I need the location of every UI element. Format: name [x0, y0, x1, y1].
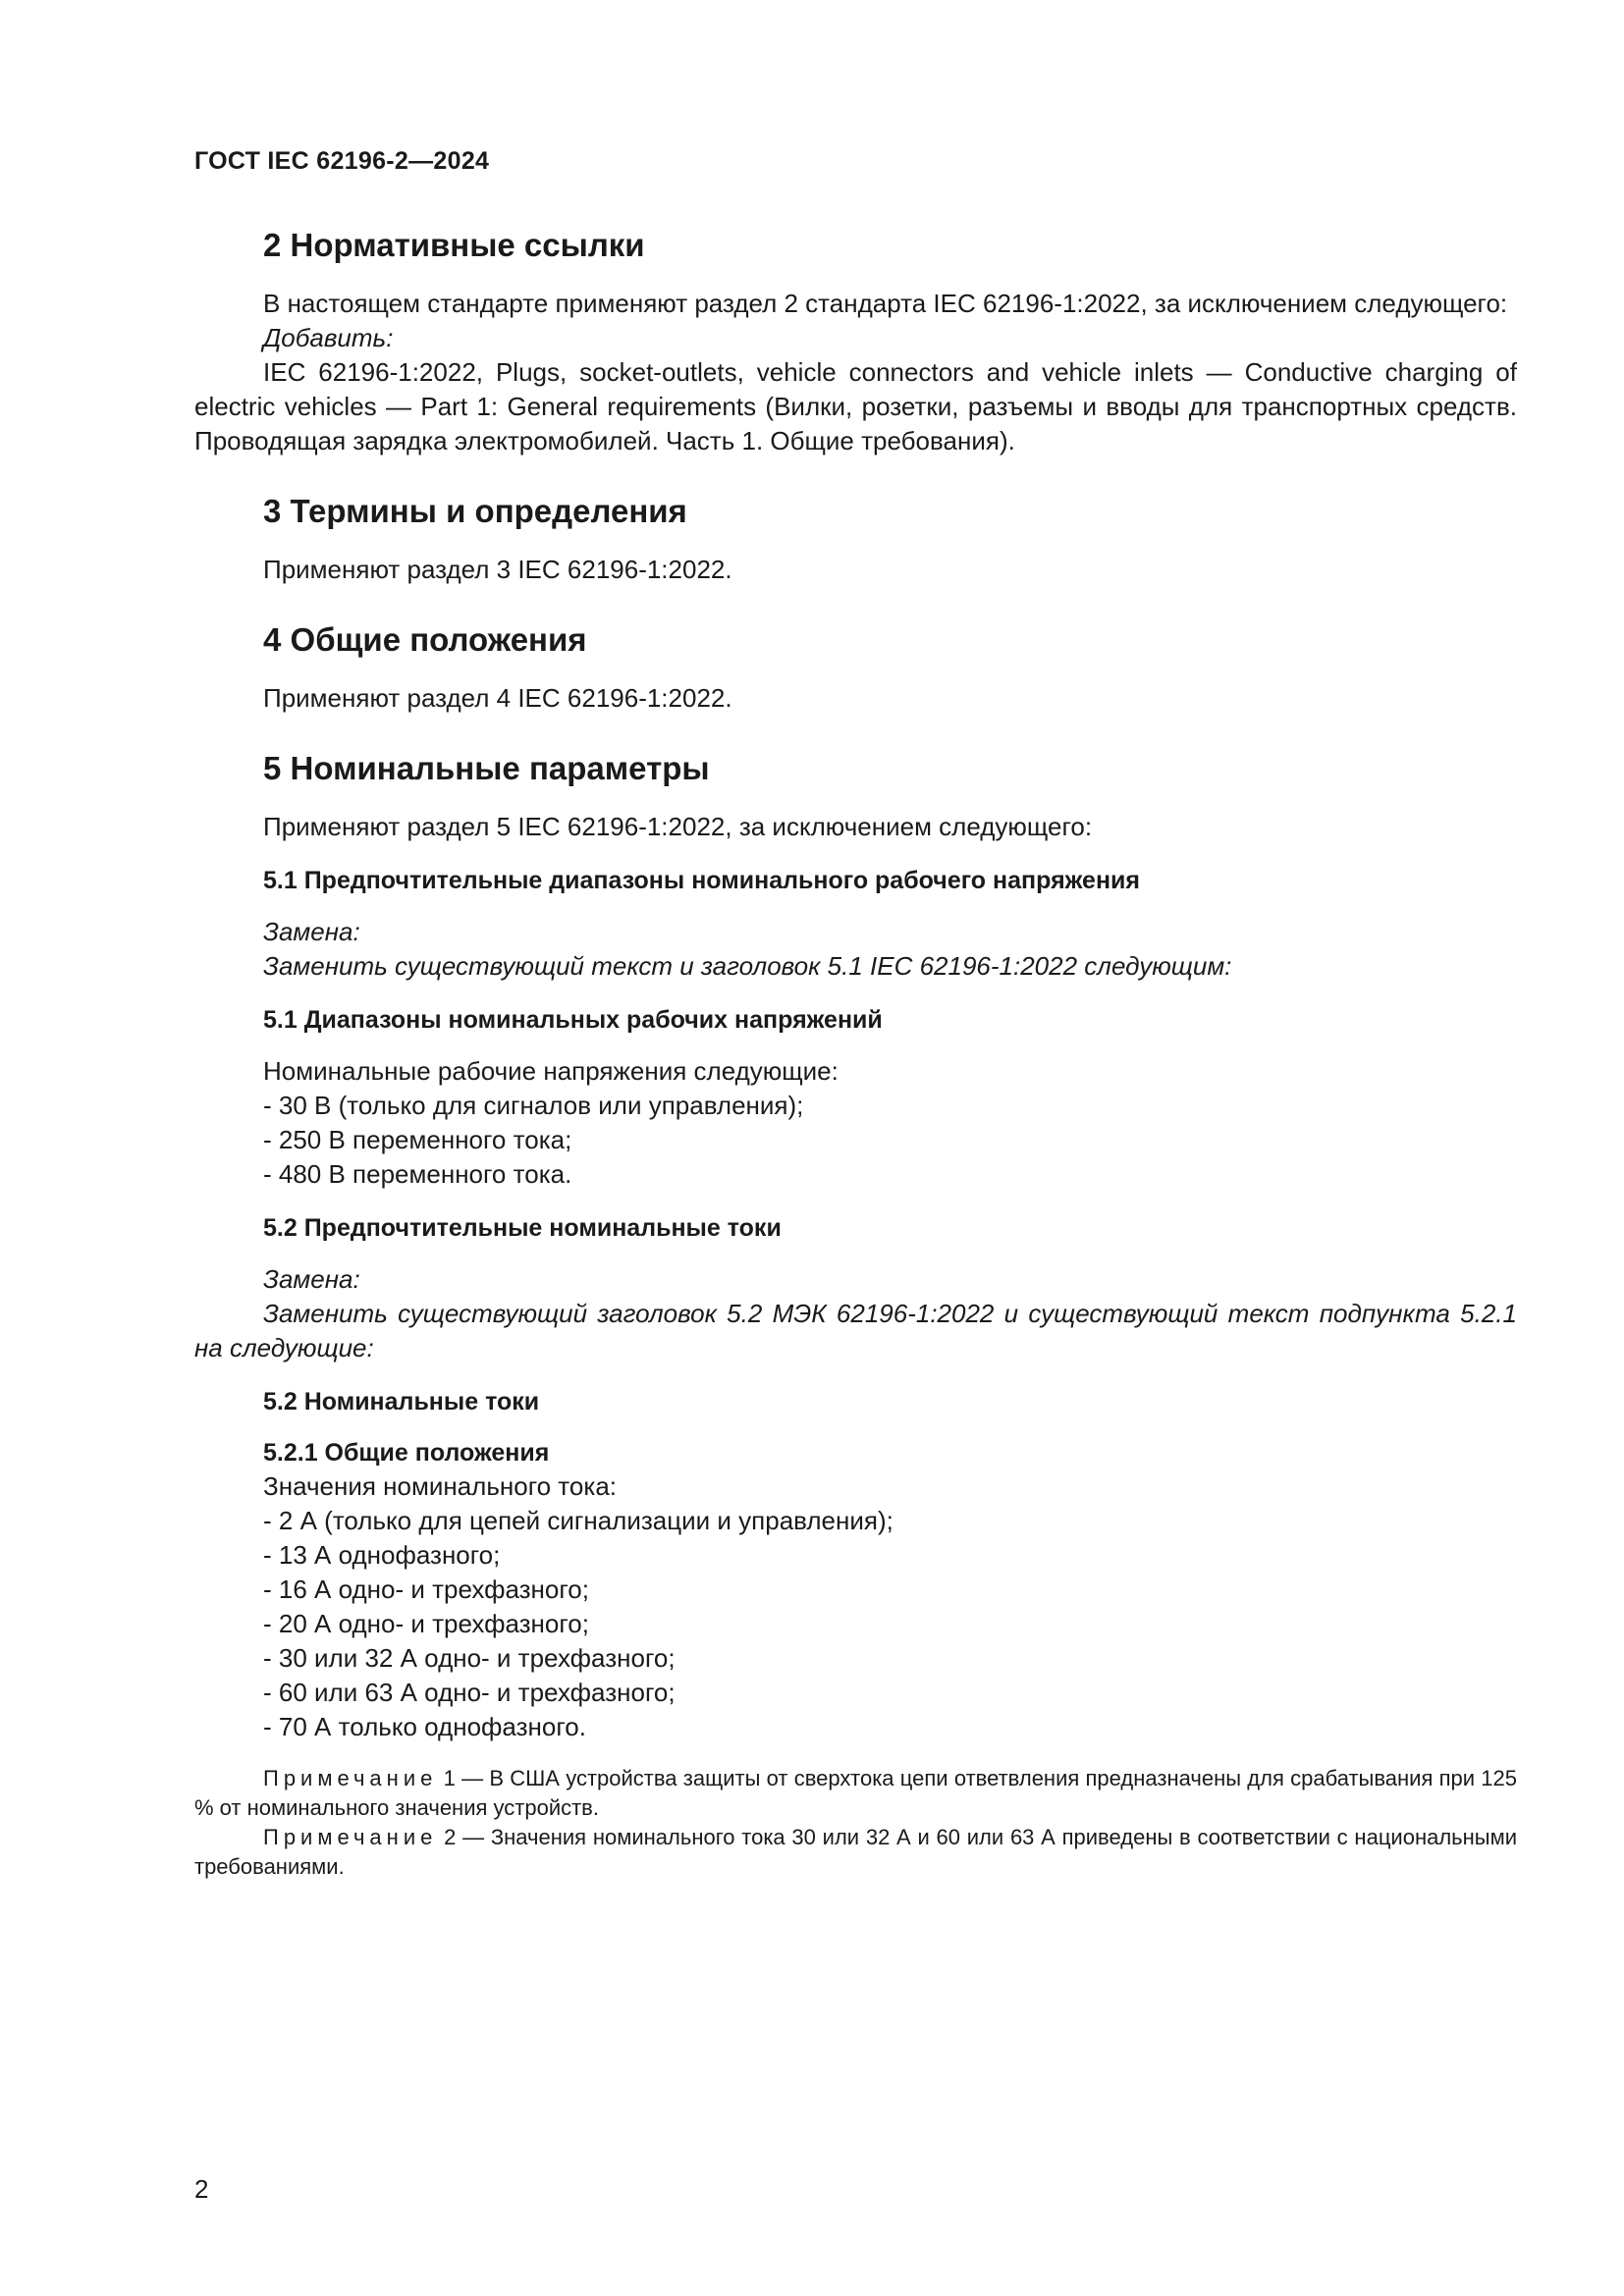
list-item: - 16 А одно- и трехфазного;	[263, 1575, 589, 1604]
note-1-label: Примечание	[263, 1766, 438, 1790]
note-1	[194, 1764, 1517, 1823]
subsection-5-1-replace-text: Заменить существующий текст и заголовок 5.1 IEC 62196-1:2022 следующим:	[263, 951, 1232, 981]
subsection-5-1-replace-label: Замена:	[263, 917, 360, 946]
subsection-5-2-replace-label: Замена:	[263, 1264, 360, 1294]
document-page	[194, 0, 1517, 2296]
subsection-5-2-1-intro: Значения номинального тока:	[263, 1471, 618, 1501]
section-2-add-label: Добавить:	[263, 323, 394, 352]
page-number: 2	[194, 2174, 209, 2204]
list-item: - 30 В (только для сигналов или управления);	[263, 1091, 804, 1120]
subsection-5-2-title: 5.2 Предпочтительные номинальные токи	[263, 1214, 782, 1242]
voltage-list	[194, 1089, 1517, 1192]
note-2-text: 2 — Значения номинального тока 30 или 32 А и 60 или 63 А приведены в соответствии с национальными требованиями.	[194, 1825, 1517, 1879]
section-4-text: Применяют раздел 4 IEC 62196-1:2022.	[263, 683, 732, 713]
subsection-5-1-new-title: 5.1 Диапазоны номинальных рабочих напряжений	[263, 1006, 883, 1034]
list-item: - 60 или 63 А одно- и трехфазного;	[263, 1678, 676, 1707]
list-item: - 30 или 32 А одно- и трехфазного;	[263, 1643, 676, 1673]
list-item: - 20 А одно- и трехфазного;	[263, 1609, 589, 1638]
subsection-5-2-replace-text: Заменить существующий заголовок 5.2 МЭК 62196-1:2022 и существующий текст подпункта 5.2.1 на следующие:	[194, 1299, 1517, 1362]
subsection-5-2-1-title: 5.2.1 Общие положения	[263, 1439, 550, 1467]
section-3-title: 3 Термины и определения	[263, 493, 687, 529]
current-list	[194, 1504, 1517, 1744]
section-5-text: Применяют раздел 5 IEC 62196-1:2022, за исключением следующего:	[263, 812, 1093, 841]
note-2	[194, 1823, 1517, 1882]
note-1-text: 1 — В США устройства защиты от сверхтока цепи ответвления предназначены для срабатывания при 125 % от номинального значения устройств.	[194, 1766, 1517, 1820]
subsection-5-2-new-title: 5.2 Номинальные токи	[263, 1388, 540, 1415]
section-2-title: 2 Нормативные ссылки	[263, 227, 645, 263]
document-body	[194, 226, 1517, 1882]
subsection-5-1-intro: Номинальные рабочие напряжения следующие:	[263, 1056, 839, 1086]
list-item: - 2 А (только для цепей сигнализации и управления);	[263, 1506, 893, 1535]
subsection-5-1-title: 5.1 Предпочтительные диапазоны номинального рабочего напряжения	[263, 867, 1141, 894]
document-header: ГОСТ IEC 62196-2—2024	[194, 147, 490, 175]
note-2-label: Примечание	[263, 1825, 438, 1849]
section-2-reference: IEC 62196-1:2022, Plugs, socket-outlets, vehicle connectors and vehicle inlets — Conductive charging of electric vehicles — Part 1: General requirements (Вилки, розетки, разъемы и вводы для транспортных средств. Проводящая зарядка электромобилей. Часть 1. Общие требования).	[194, 357, 1517, 455]
section-4-title: 4 Общие положения	[263, 621, 587, 658]
section-5-title: 5 Номинальные параметры	[263, 750, 710, 786]
section-3-text: Применяют раздел 3 IEC 62196-1:2022.	[263, 555, 732, 584]
list-item: - 13 А однофазного;	[263, 1540, 501, 1570]
list-item: - 250 В переменного тока;	[263, 1125, 572, 1154]
section-2-intro: В настоящем стандарте применяют раздел 2 стандарта IEC 62196-1:2022, за исключением следующего:	[263, 289, 1508, 318]
list-item: - 70 А только однофазного.	[263, 1712, 586, 1741]
list-item: - 480 В переменного тока.	[263, 1159, 572, 1189]
